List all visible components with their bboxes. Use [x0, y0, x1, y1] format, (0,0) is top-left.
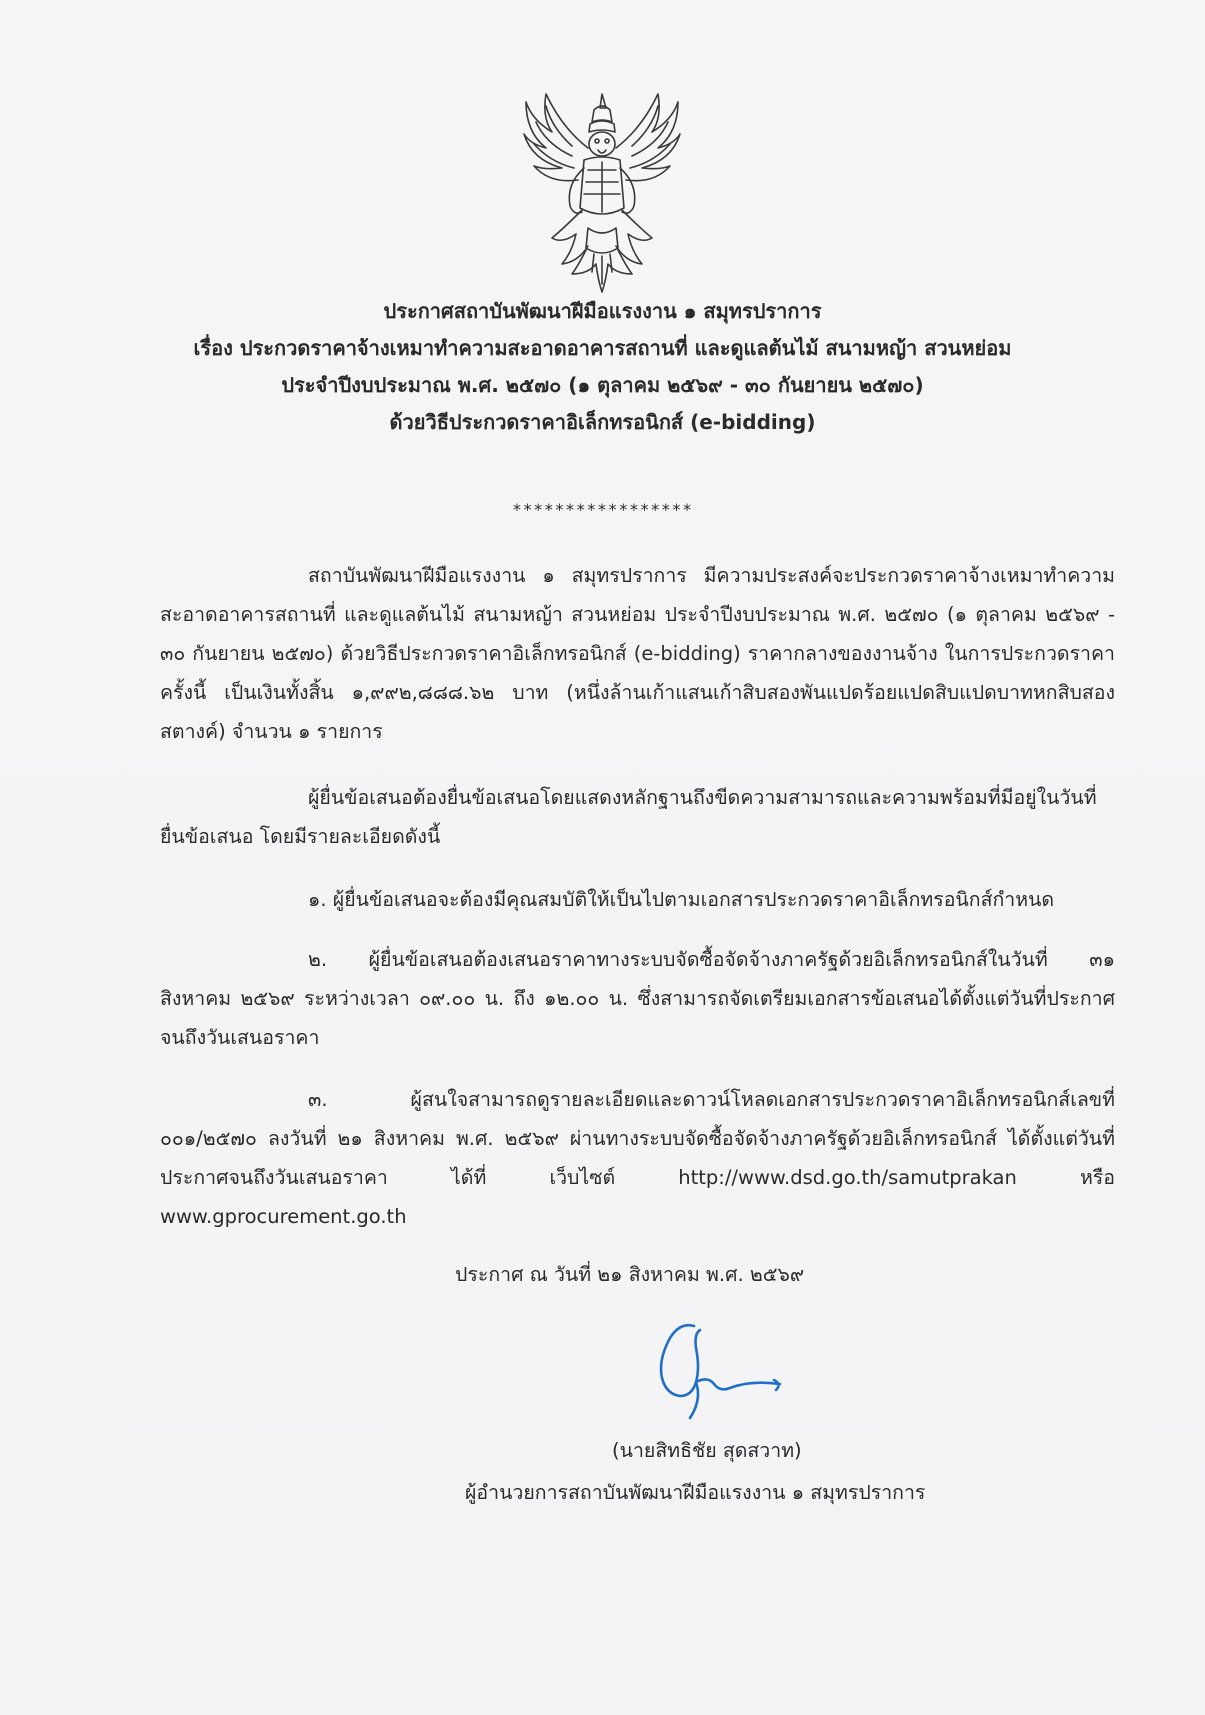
paragraph-requirements-text: ผู้ยื่นข้อเสนอต้องยื่นข้อเสนอโดยแสดงหลักฐานถึงขีดความสามารถและความพร้อมที่มีอยู่ในวันที่ยื่นข้อเสนอ โดยมีรายละเอียดดังนี้	[160, 786, 1097, 848]
announcement-method: ด้วยวิธีประกวดราคาอิเล็กทรอนิกส์ (e-bidding)	[389, 410, 816, 434]
list-item-1	[160, 880, 1115, 919]
paragraph-intro-text: สถาบันพัฒนาฝีมือแรงงาน ๑ สมุทรปราการ มีความประสงค์จะประกวดราคาจ้างเหมาทำความสะอาดอาคารสถานที่ และดูแลต้นไม้ สนามหญ้า สวนหย่อม ประจำปีงบประมาณ พ.ศ. ๒๕๗๐ (๑ ตุลาคม ๒๕๖๙ - ๓๐ กันยายน ๒๕๗๐) ด้วยวิธีประกวดราคาอิเล็กทรอนิกส์ (e-bidding) ราคากลางของงานจ้าง ในการประกวดราคาครั้งนี้ เป็นเงินทั้งสิ้น ๑,๙๙๒,๘๘๘.๖๒ บาท (หนึ่งล้านเก้าแสนเก้าสิบสองพันแปดร้อยแปดสิบแปดบาทหกสิบสองสตางค์) จำนวน ๑ รายการ	[160, 564, 1115, 743]
paragraph-requirements	[160, 778, 1115, 856]
garuda-emblem-icon	[522, 88, 682, 298]
handwritten-signature-icon	[650, 1318, 800, 1428]
list-item-1-text: ๑. ผู้ยื่นข้อเสนอจะต้องมีคุณสมบัติให้เป็นไปตามเอกสารประกวดราคาอิเล็กทรอนิกส์กำหนด	[308, 888, 1055, 911]
signer-title: ผู้อำนวยการสถาบันพัฒนาฝีมือแรงงาน ๑ สมุทรปราการ	[465, 1481, 926, 1504]
list-item-3	[160, 1080, 1115, 1236]
signer-name: (นายสิทธิชัย สุดสวาท)	[612, 1439, 802, 1462]
announcement-title: ประกาศสถาบันพัฒนาฝีมือแรงงาน ๑ สมุทรปราการ	[383, 299, 822, 323]
list-item-2-text: ๒. ผู้ยื่นข้อเสนอต้องเสนอราคาทางระบบจัดซื้อจัดจ้างภาครัฐด้วยอิเล็กทรอนิกส์ในวันที่ ๓๑ สิงหาคม ๒๕๖๙ ระหว่างเวลา ๐๙.๐๐ น. ถึง ๑๒.๐๐ น. ซึ่งสามารถจัดเตรียมเอกสารข้อเสนอได้ตั้งแต่วันที่ประกาศจนถึงวันเสนอราคา	[160, 948, 1115, 1049]
separator-stars: *****************	[512, 500, 693, 519]
announcement-fiscal-year: ประจำปีงบประมาณ พ.ศ. ๒๕๗๐ (๑ ตุลาคม ๒๕๖๙ - ๓๐ กันยายน ๒๕๗๐)	[281, 373, 924, 397]
announcement-subject: เรื่อง ประกวดราคาจ้างเหมาทำความสะอาดอาคารสถานที่ และดูแลต้นไม้ สนามหญ้า สวนหย่อม	[193, 336, 1012, 360]
paragraph-intro	[160, 556, 1115, 751]
announcement-date: ประกาศ ณ วันที่ ๒๑ สิงหาคม พ.ศ. ๒๕๖๙	[455, 1263, 805, 1286]
list-item-3-text: ๓. ผู้สนใจสามารถดูรายละเอียดและดาวน์โหลดเอกสารประกวดราคาอิเล็กทรอนิกส์เลขที่ ๐๐๑/๒๕๗๐ ลงวันที่ ๒๑ สิงหาคม พ.ศ. ๒๕๖๙ ผ่านทางระบบจัดซื้อจัดจ้างภาครัฐด้วยอิเล็กทรอนิกส์ ได้ตั้งแต่วันที่ประกาศจนถึงวันเสนอราคา ได้ที่ เว็บไซต์ http://www.dsd.go.th/samutprakan หรือ www.gprocurement.go.th	[160, 1088, 1115, 1228]
list-item-2	[160, 940, 1115, 1057]
